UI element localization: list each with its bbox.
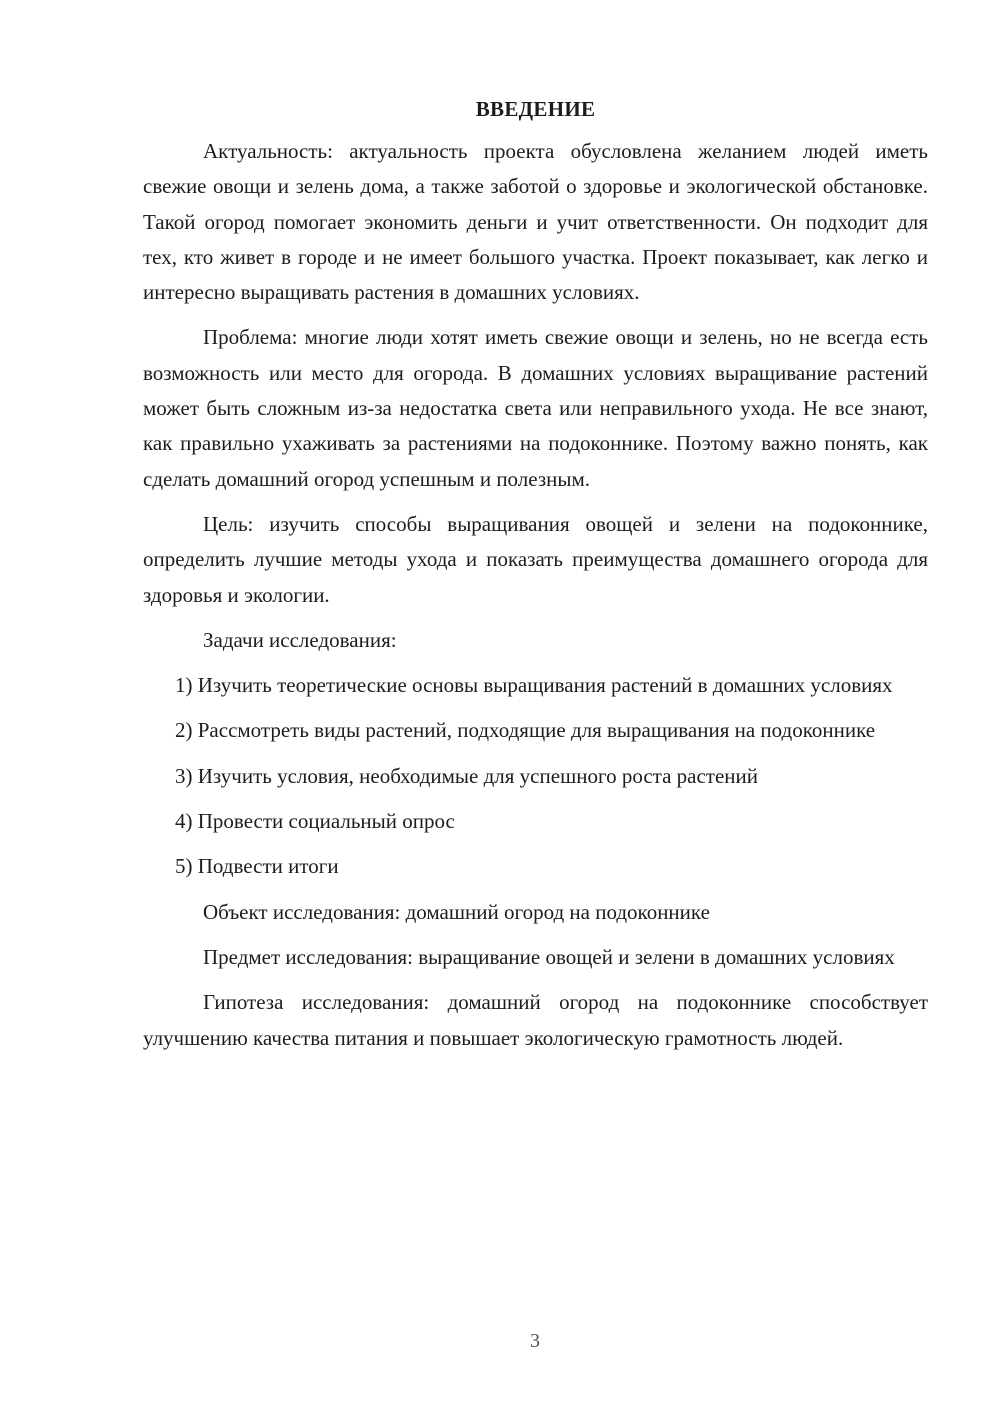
hypothesis-paragraph: Гипотеза исследования: домашний огород на подоконнике способствует улучшению качества питания и повышает экологическую грамотность людей. <box>143 990 928 1050</box>
task-item: 2) Рассмотреть виды растений, подходящие для выращивания на подоконнике <box>175 718 876 743</box>
document-body <box>143 92 928 1066</box>
tasks-title: Задачи исследования: <box>203 627 397 652</box>
problem-paragraph: Проблема: многие люди хотят иметь свежие овощи и зелень, но не всегда есть возможность или место для огорода. В домашних условиях выращивание растений может быть сложным из-за недостатка света или неправильного ухода. Не все знают, как правильно ухаживать за растениями на подоконнике. Поэтому важно понять, как сделать домашний огород успешным и полезным. <box>143 325 928 491</box>
subject-paragraph: Предмет исследования: выращивание овощей и зелени в домашних условиях <box>203 944 895 969</box>
goal-paragraph: Цель: изучить способы выращивания овощей и зелени на подоконнике, определить лучшие методы ухода и показать преимущества домашнего огорода для здоровья и экологии. <box>143 511 928 607</box>
object-paragraph: Объект исследования: домашний огород на подоконнике <box>203 899 710 924</box>
task-item: 1) Изучить теоретические основы выращивания растений в домашних условиях <box>175 673 893 698</box>
section-heading: ВВЕДЕНИЕ <box>475 97 596 121</box>
task-item: 3) Изучить условия, необходимые для успешного роста растений <box>175 763 759 788</box>
task-item: 5) Подвести итоги <box>175 854 339 879</box>
page-number: 3 <box>530 1330 540 1352</box>
task-item: 4) Провести социальный опрос <box>175 809 455 834</box>
relevance-paragraph: Актуальность: актуальность проекта обусловлена желанием людей иметь свежие овощи и зелень дома, а также заботой о здоровье и экологической обстановке. Такой огород помогает экономить деньги и учит ответственности. Он подходит для тех, кто живет в городе и не имеет большого участка. Проект показывает, как легко и интересно выращивать растения в домашних условиях. <box>143 139 928 305</box>
